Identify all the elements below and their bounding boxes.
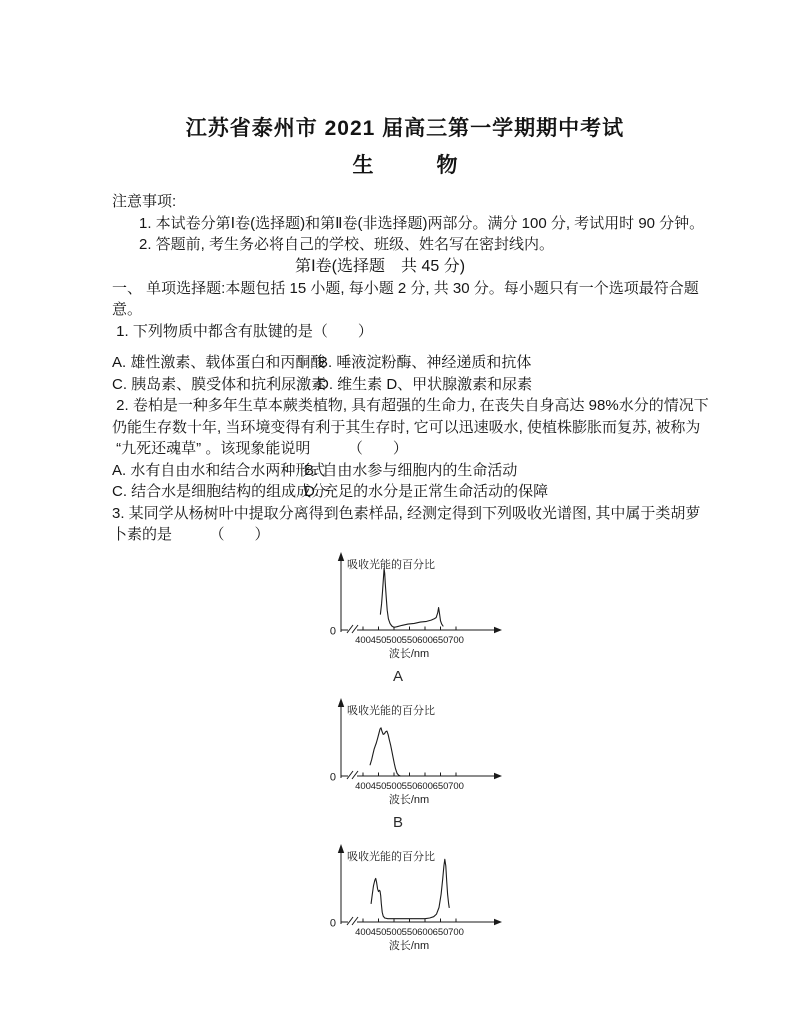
x-axis-arrow-icon <box>494 772 502 778</box>
question-1-options-row-1 <box>112 352 738 374</box>
y-axis-arrow-icon <box>338 844 344 853</box>
axis-break-icon <box>347 625 353 633</box>
question-2-stem-line-3: “九死还魂草” 。该现象能说明 （ ） <box>112 440 408 457</box>
question-1-stem: 1. 下列物质中都含有肽键的是（ ） <box>112 322 373 340</box>
chart-a-block <box>313 552 513 685</box>
chart-a-letter-label: A <box>392 667 403 685</box>
x-axis-tick-label: 450 <box>370 780 387 792</box>
notice-heading: 注意事项: <box>112 193 177 210</box>
question-2-stem-line-2: 仍能生存数十年, 当环境变得有利于其生存时, 它可以迅速吸水, 使植株膨胀而复苏, 被称为 <box>112 418 701 436</box>
origin-zero-label: 0 <box>329 625 336 637</box>
x-axis-tick-label: 550 <box>401 634 418 646</box>
x-axis-tick-label: 700 <box>448 780 464 792</box>
x-axis-tick-label: 650 <box>432 634 449 646</box>
x-axis-tick-label: 600 <box>417 926 433 938</box>
y-axis-arrow-icon <box>338 552 344 561</box>
section-intro-line-1: 一、 单项选择题:本题包括 15 小题, 每小题 2 分, 共 30 分。每小题只有一个选项最符合题 <box>112 279 699 297</box>
x-axis-tick-label: 400 <box>355 634 371 646</box>
x-axis-tick-label: 450 <box>370 634 387 646</box>
x-axis-tick-label: 500 <box>386 634 402 646</box>
question-3-stem-line-1: 3. 某同学从杨树叶中提取分离得到色素样品, 经测定得到下列吸收光谱图, 其中属于类胡萝 <box>112 504 701 522</box>
question-2-stem-line-1: 2. 卷柏是一种多年生草本蕨类植物, 具有超强的生命力, 在丧失自身高达 98%水分的情况下 <box>112 397 709 414</box>
axis-break-icon <box>352 771 358 779</box>
question-3-stem-line-2: 卜素的是 （ ） <box>112 526 270 543</box>
question-2-options-row-1 <box>112 460 738 482</box>
question-1-option-d: D. 维生素 D、甲状腺激素和尿素 <box>318 375 533 393</box>
question-2-option-b: B. 自由水参与细胞内的生命活动 <box>304 461 518 479</box>
axis-break-icon <box>347 771 353 779</box>
question-1-option-c: C. 胰岛素、膜受体和抗利尿激素 <box>112 375 327 393</box>
x-axis-tick-label: 400 <box>355 780 371 792</box>
chart-b-letter-label: B <box>392 813 403 831</box>
axis-break-icon <box>352 917 358 925</box>
x-axis-tick-label: 700 <box>448 634 464 646</box>
y-axis-label: 吸收光能的百分比 <box>347 704 435 717</box>
subject-title: 生 物 <box>352 154 458 177</box>
question-2-options-row-2 <box>112 481 738 503</box>
x-axis-tick-label: 650 <box>432 780 449 792</box>
absorption-spectrum-chart-b <box>313 698 513 810</box>
y-axis-arrow-icon <box>338 698 344 707</box>
x-axis-tick-label: 550 <box>401 926 418 938</box>
x-axis-tick-label: 700 <box>448 926 464 938</box>
absorption-spectrum-chart-c <box>313 844 513 956</box>
x-axis-tick-label: 550 <box>401 780 418 792</box>
x-axis-arrow-icon <box>494 626 502 632</box>
y-axis-label: 吸收光能的百分比 <box>347 850 435 863</box>
x-axis-tick-label: 400 <box>355 926 371 938</box>
spectrum-curve <box>371 859 449 918</box>
axis-break-icon <box>347 917 353 925</box>
x-axis-title: 波长/nm <box>388 939 430 952</box>
x-axis-arrow-icon <box>494 918 502 924</box>
chart-b-block <box>313 698 513 831</box>
x-axis-tick-label: 650 <box>432 926 449 938</box>
spectrum-curve <box>380 568 443 627</box>
absorption-spectrum-chart-a <box>313 552 513 664</box>
x-axis-title: 波长/nm <box>388 793 430 806</box>
x-axis-tick-label: 500 <box>386 926 402 938</box>
question-1-options-row-2 <box>112 374 738 396</box>
x-axis-tick-label: 500 <box>386 780 402 792</box>
question-2-option-d: D. 充足的水分是正常生命活动的保障 <box>304 483 549 500</box>
spectrum-curve <box>370 727 400 775</box>
axis-break-icon <box>352 625 358 633</box>
question-1-option-a: A. 雄性激素、载体蛋白和丙酮酸 <box>112 354 326 371</box>
x-axis-tick-label: 600 <box>417 780 433 792</box>
y-axis-label: 吸收光能的百分比 <box>347 558 435 571</box>
section-heading: 第Ⅰ卷(选择题 共 45 分) <box>294 257 466 275</box>
question-2-option-c: C. 结合水是细胞结构的组成成分 <box>112 483 327 500</box>
x-axis-tick-label: 600 <box>417 634 433 646</box>
section-intro-line-2: 意。 <box>112 301 143 318</box>
question-2-option-a: A. 水有自由水和结合水两种形式 <box>112 461 326 479</box>
x-axis-tick-label: 450 <box>370 926 387 938</box>
page-title: 江苏省泰州市 2021 届高三第一学期期中考试 <box>185 117 625 140</box>
question-1-option-b: B. 唾液淀粉酶、神经递质和抗体 <box>318 354 532 371</box>
chart-c-block <box>313 844 513 977</box>
absorption-spectra-charts <box>112 552 738 977</box>
origin-zero-label: 0 <box>329 917 336 929</box>
notice-item-2: 2. 答题前, 考生务必将自己的学校、班级、姓名写在密封线内。 <box>139 236 555 253</box>
x-axis-title: 波长/nm <box>388 647 430 660</box>
chart-c-letter-label <box>313 961 483 977</box>
notice-item-1: 1. 本试卷分第Ⅰ卷(选择题)和第Ⅱ卷(非选择题)两部分。满分 100 分, 考试用时 90 分钟。 <box>139 214 705 232</box>
origin-zero-label: 0 <box>329 771 336 783</box>
